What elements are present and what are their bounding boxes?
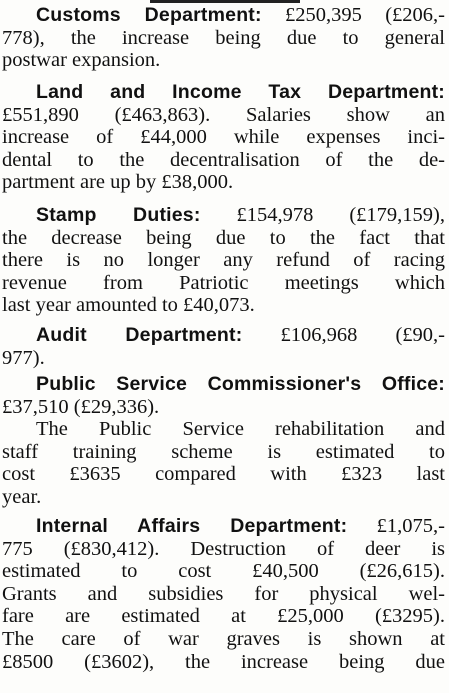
- text-line: there is no longer any refund of racing: [2, 249, 445, 272]
- heading-internal-affairs: Internal Affairs Department:: [36, 515, 348, 537]
- text-line: 977).: [2, 346, 45, 369]
- paragraph-audit: [0, 324, 449, 369]
- paragraph-land-income-tax: [0, 81, 449, 194]
- text-line: £551,890 (£463,863). Salaries show an: [2, 103, 445, 126]
- top-rule: [150, 0, 300, 3]
- heading-stamp-duties: Stamp Duties:: [36, 204, 201, 226]
- text-line: last year amounted to £40,073.: [2, 294, 255, 317]
- text-line: Customs Department: £250,395 (£206,-: [36, 4, 446, 26]
- text-line: Internal Affairs Department: £1,075,-: [36, 515, 445, 537]
- text-line: the decrease being due to the fact that: [2, 226, 445, 249]
- text-line: £37,510 (£29,336).: [2, 395, 160, 418]
- text-line: year.: [2, 485, 42, 508]
- text-line: The Public Service rehabilitation and: [36, 418, 445, 441]
- text-line: estimated to cost £40,500 (£26,615).: [2, 560, 445, 583]
- text-line: postwar expansion.: [2, 49, 161, 72]
- paragraph-public-service: [0, 373, 449, 509]
- paragraph-internal-affairs: [0, 515, 449, 673]
- text-line: Audit Department: £106,968 (£90,-: [36, 324, 445, 346]
- text-line: £8500 (£3602), the increase being due: [2, 650, 445, 673]
- text-line: The care of war graves is shown at: [2, 627, 445, 650]
- heading-public-service: Public Service Commissioner's Office:: [36, 373, 445, 395]
- text-line: dental to the decentralisation of the de-: [2, 148, 445, 171]
- paragraph-customs: [0, 4, 449, 72]
- text-line: [0, 81, 449, 104]
- heading-customs: Customs Department:: [36, 4, 262, 26]
- heading-audit: Audit Department:: [36, 324, 243, 346]
- paragraph-stamp-duties: [0, 204, 449, 317]
- text-line: cost £3635 compared with £323 last: [2, 463, 445, 486]
- text-line: increase of £44,000 while expenses inci-: [2, 126, 445, 149]
- text-line: revenue from Patriotic meetings which: [2, 271, 445, 294]
- text-line: 775 (£830,412). Destruction of deer is: [2, 537, 445, 560]
- text-line: partment are up by £38,000.: [2, 171, 234, 194]
- text-line: Grants and subsidies for physical wel-: [2, 582, 445, 605]
- text-line: fare are estimated at £25,000 (£3295).: [2, 605, 445, 628]
- text-line: staff training scheme is estimated to: [2, 440, 445, 463]
- text-line: [0, 373, 449, 396]
- text-line: Stamp Duties: £154,978 (£179,159),: [36, 204, 446, 226]
- text-line: 778), the increase being due to general: [2, 26, 445, 49]
- heading-land-income-tax: Land and Income Tax Department:: [36, 81, 445, 103]
